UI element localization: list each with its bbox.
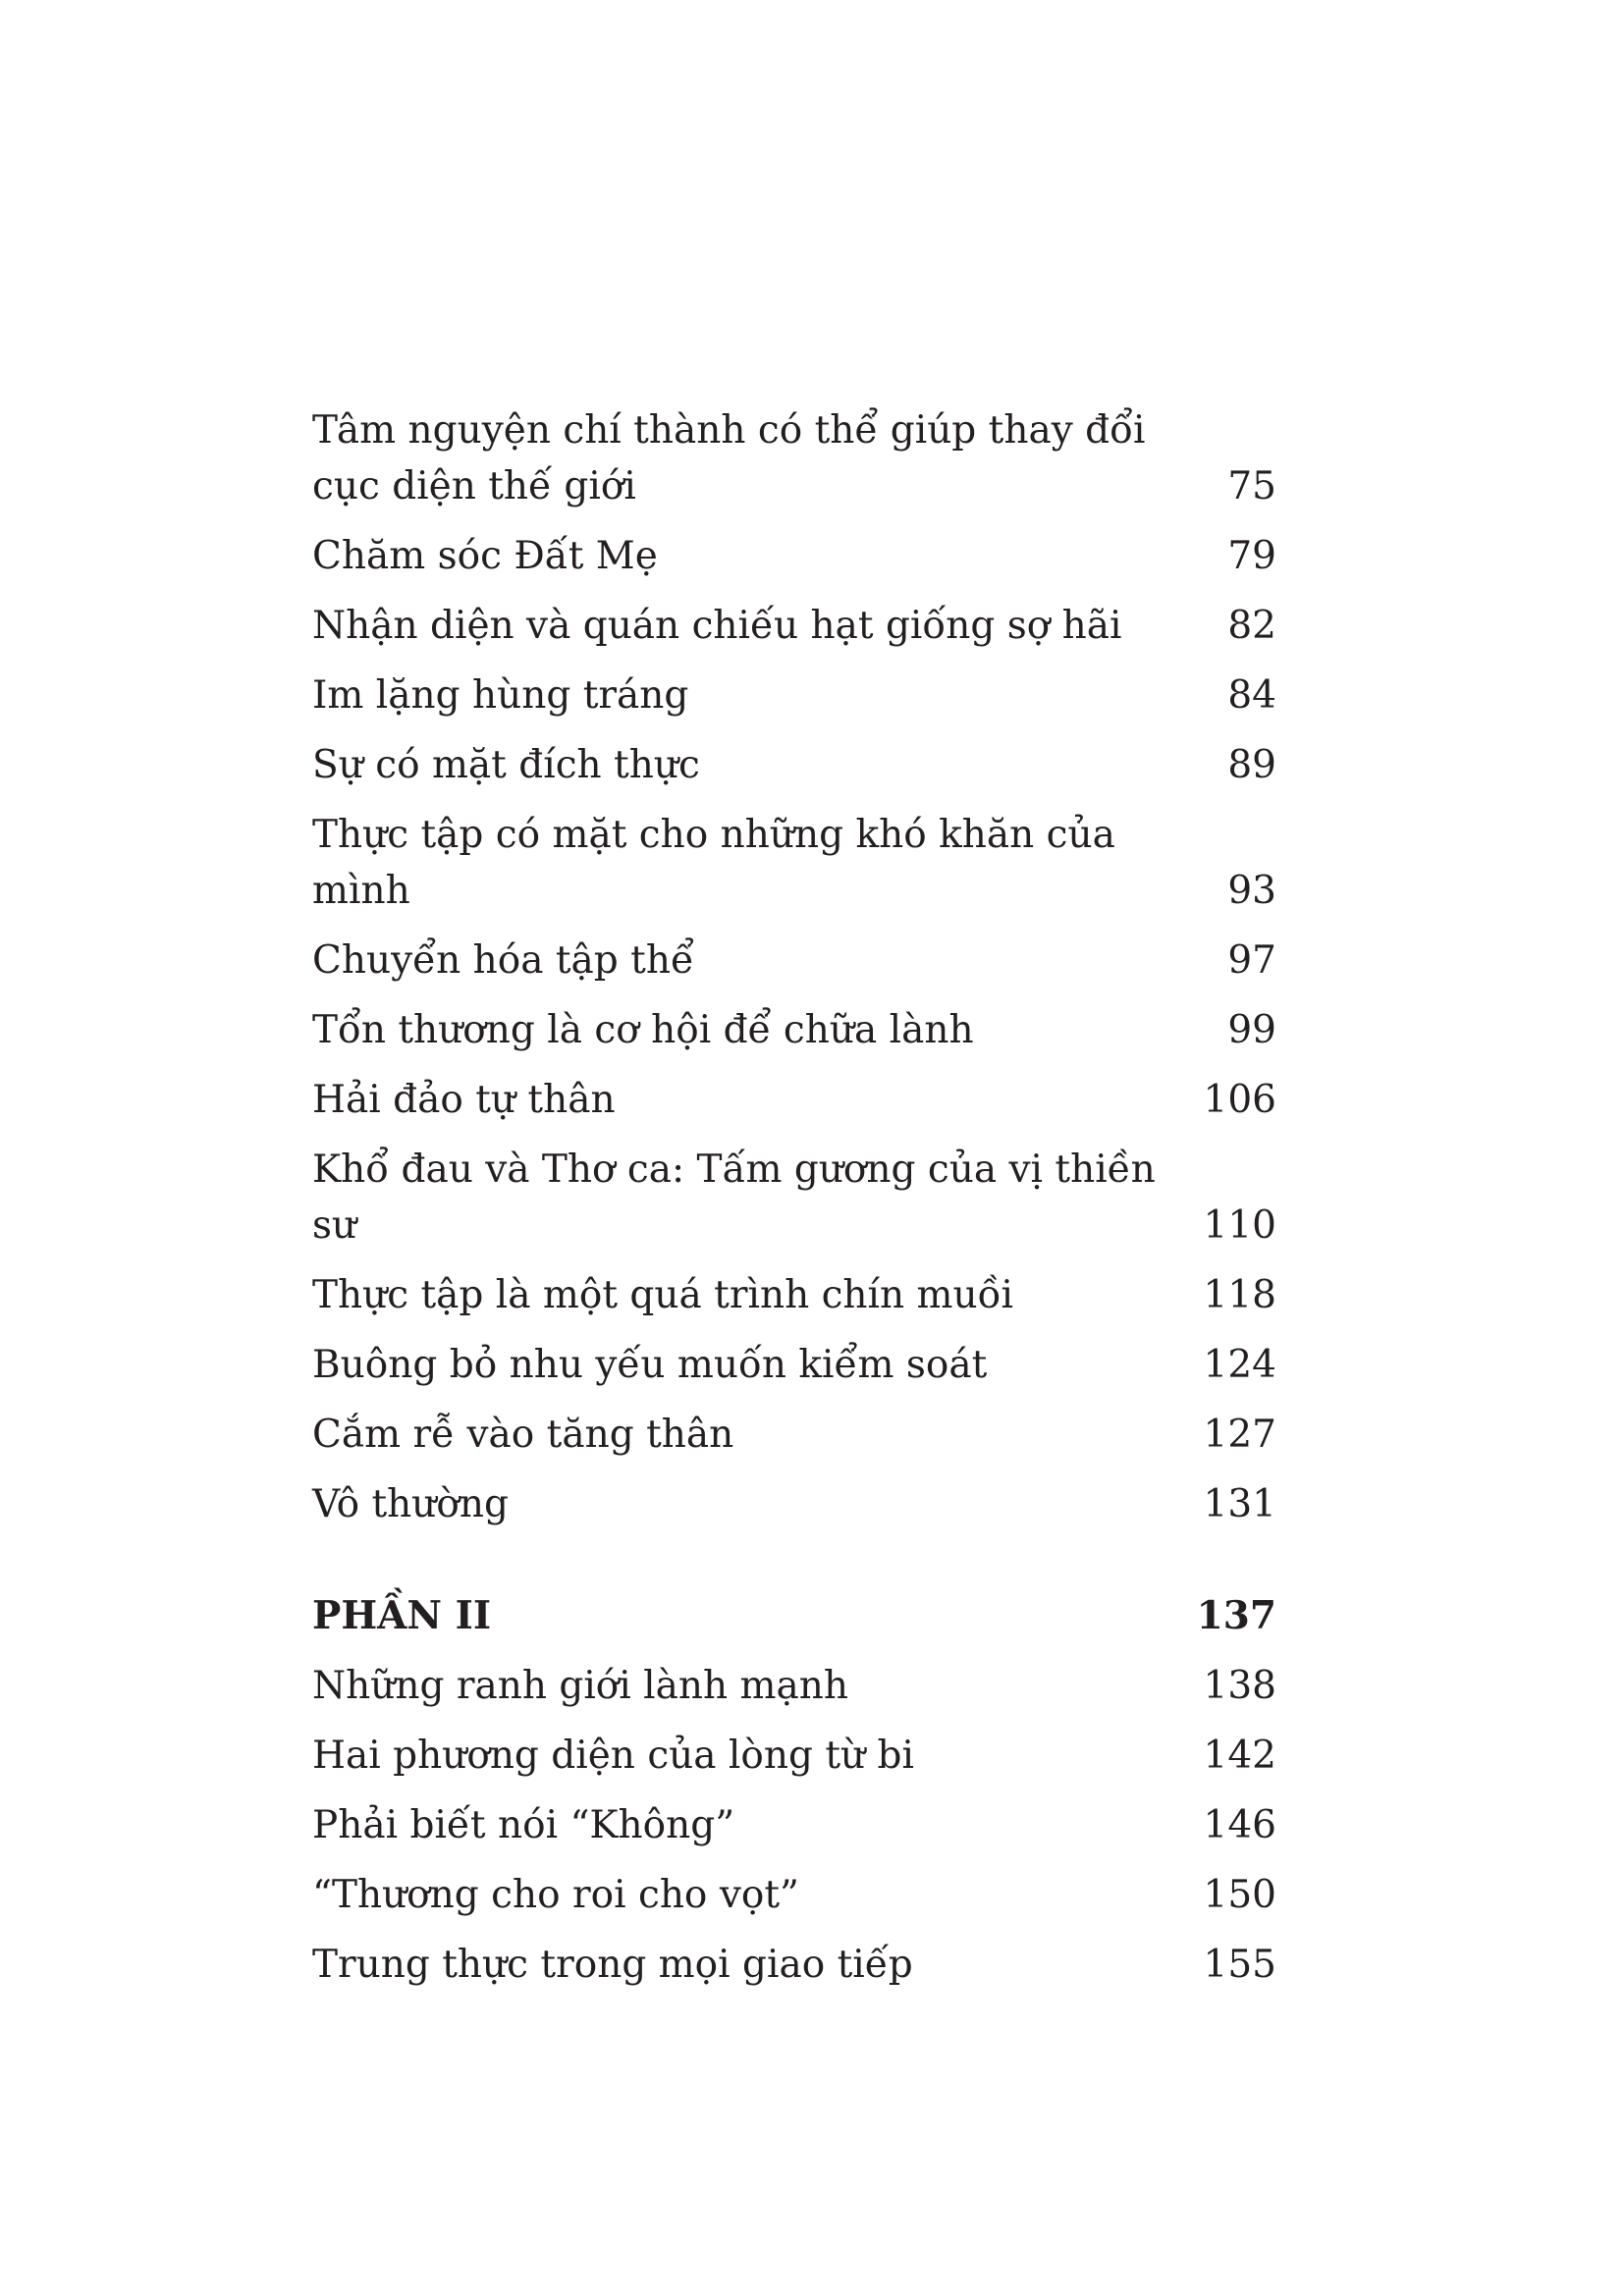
toc-entry-page-number: 110 bbox=[1203, 1203, 1276, 1248]
toc-entry-title: Thực tập là một quá trình chín muồi bbox=[312, 1273, 1013, 1317]
toc-entry[interactable] bbox=[312, 402, 1276, 514]
toc-entry-page-number: 97 bbox=[1227, 938, 1276, 983]
toc-entry[interactable] bbox=[312, 1337, 1276, 1393]
toc-entry[interactable] bbox=[312, 807, 1276, 919]
toc-entry-title: Buông bỏ nhu yếu muốn kiểm soát bbox=[312, 1343, 988, 1387]
toc-entry-page-number: 79 bbox=[1227, 534, 1276, 578]
toc-entry-page-number: 84 bbox=[1227, 673, 1276, 718]
toc-entry[interactable] bbox=[312, 1476, 1276, 1532]
toc-entry-title: Phải biết nói “Không” bbox=[312, 1803, 735, 1847]
toc-entry[interactable] bbox=[312, 1002, 1276, 1058]
toc-entry-title bbox=[312, 402, 1145, 514]
toc-entry[interactable] bbox=[312, 1142, 1276, 1254]
toc-entry[interactable] bbox=[312, 1937, 1276, 1993]
toc-entry-page-number: 155 bbox=[1203, 1943, 1276, 1987]
toc-entry-page-number: 99 bbox=[1227, 1008, 1276, 1052]
toc-entry-title: Cắm rễ vào tăng thân bbox=[312, 1413, 734, 1457]
toc-entry-page-number: 124 bbox=[1203, 1343, 1276, 1387]
toc-entry-title: Im lặng hùng tráng bbox=[312, 673, 689, 718]
toc-entry-title: “Thương cho roi cho vọt” bbox=[312, 1873, 799, 1917]
toc-entry-page-number: 106 bbox=[1203, 1078, 1276, 1122]
toc-entry[interactable] bbox=[312, 598, 1276, 654]
toc-entry-page-number: 150 bbox=[1203, 1873, 1276, 1917]
toc-entry-title: Chăm sóc Đất Mẹ bbox=[312, 534, 658, 578]
toc-entry-page-number: 146 bbox=[1203, 1803, 1276, 1847]
toc-entry-title: Vô thường bbox=[312, 1482, 509, 1526]
toc-entry-page-number: 138 bbox=[1203, 1664, 1276, 1708]
toc-entry-title: Những ranh giới lành mạnh bbox=[312, 1664, 848, 1708]
toc-entry-page-number: 131 bbox=[1203, 1482, 1276, 1526]
toc-entry-page-number: 75 bbox=[1227, 464, 1276, 508]
toc-entry-page-number: 89 bbox=[1227, 743, 1276, 787]
toc-entry-title: Sự có mặt đích thực bbox=[312, 743, 700, 787]
toc-entry-page-number: 127 bbox=[1203, 1413, 1276, 1457]
toc-entry-page-number: 93 bbox=[1227, 869, 1276, 913]
toc-entry-title: Nhận diện và quán chiếu hạt giống sợ hãi bbox=[312, 604, 1122, 648]
toc-entry[interactable] bbox=[312, 1267, 1276, 1323]
toc-entry[interactable] bbox=[312, 1728, 1276, 1784]
toc-entry-title: Thực tập có mặt cho những khó khăn của mình bbox=[312, 813, 1115, 913]
toc-entry-page-number: 82 bbox=[1227, 604, 1276, 648]
toc-entry-title: Khổ đau và Thơ ca: Tấm gương của vị thiền sư bbox=[312, 1148, 1156, 1248]
section-title: PHẦN II bbox=[312, 1593, 492, 1638]
toc-entry-page-number: 118 bbox=[1203, 1273, 1276, 1317]
toc-entry-title: Hai phương diện của lòng từ bi bbox=[312, 1734, 914, 1778]
toc-entry-title: Chuyển hóa tập thể bbox=[312, 938, 694, 983]
toc-section-heading[interactable] bbox=[312, 1588, 1276, 1644]
toc-entry[interactable] bbox=[312, 737, 1276, 793]
toc-entry[interactable] bbox=[312, 1072, 1276, 1128]
table-of-contents bbox=[312, 402, 1276, 2006]
toc-entry-title: Tổn thương là cơ hội để chữa lành bbox=[312, 1008, 974, 1052]
toc-entry[interactable] bbox=[312, 1867, 1276, 1923]
toc-entry[interactable] bbox=[312, 1658, 1276, 1714]
toc-entry[interactable] bbox=[312, 1407, 1276, 1463]
section-page-number: 137 bbox=[1196, 1593, 1276, 1638]
toc-entry[interactable] bbox=[312, 933, 1276, 988]
toc-entry-page-number: 142 bbox=[1203, 1734, 1276, 1778]
toc-entry[interactable] bbox=[312, 528, 1276, 584]
toc-entry[interactable] bbox=[312, 667, 1276, 723]
toc-entry-title-line: cục diện thế giới bbox=[312, 464, 636, 508]
toc-entry-title-line: Tâm nguyện chí thành có thể giúp thay đổi bbox=[312, 408, 1146, 453]
toc-entry-title: Trung thực trong mọi giao tiếp bbox=[312, 1943, 913, 1987]
toc-entry-title: Hải đảo tự thân bbox=[312, 1078, 616, 1122]
toc-entry[interactable] bbox=[312, 1797, 1276, 1853]
